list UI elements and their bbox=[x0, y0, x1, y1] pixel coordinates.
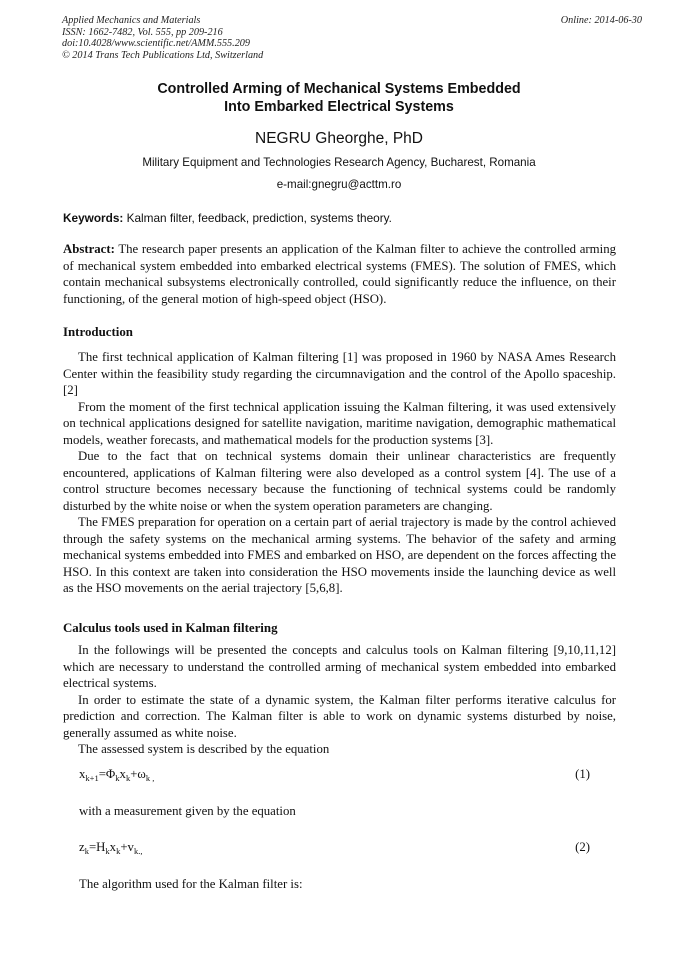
journal-name: Applied Mechanics and Materials bbox=[62, 15, 201, 26]
section-heading-introduction: Introduction bbox=[63, 325, 133, 339]
intro-paragraph: From the moment of the first technical application issuing the Kalman filtering, it was used extensively on technical applications designed for satellite navigation, maritime navigation, demographic mathematical models, weather forecasts, and mathematical models for the production systems [3]. bbox=[63, 399, 616, 447]
abstract-label: Abstract: bbox=[63, 242, 115, 256]
equation-2: $z_k=H_kx_k+v_{k.,}$ bbox=[79, 840, 143, 856]
journal-header bbox=[62, 15, 263, 61]
author: NEGRU Gheorghe, PhD bbox=[255, 130, 423, 147]
paper-title bbox=[0, 80, 678, 116]
affiliation: Military Equipment and Technologies Research Agency, Bucharest, Romania bbox=[142, 156, 536, 169]
section-heading-calculus: Calculus tools used in Kalman filtering bbox=[63, 621, 278, 635]
calculus-paragraph: In the followings will be presented the concepts and calculus tools on Kalman filtering [9,10,11,12] which are necessary to understand the controlled arming of mechanical system embedded into embarked electrical systems. bbox=[63, 643, 616, 690]
keywords-text: Kalman filter, feedback, prediction, systems theory. bbox=[123, 211, 392, 225]
equation-1: $x_{k+1}=\Phi_kx_k+\omega_{k ,}$ bbox=[79, 767, 155, 783]
measurement-text: with a measurement given by the equation bbox=[79, 804, 296, 818]
title-line-2: Into Embarked Electrical Systems bbox=[224, 99, 454, 115]
copyright: © 2014 Trans Tech Publications Ltd, Switzerland bbox=[62, 49, 264, 61]
equation-number-1: (1) bbox=[575, 767, 590, 781]
calculus-body bbox=[63, 642, 616, 758]
doi: doi:10.4028/www.scientific.net/AMM.555.209 bbox=[62, 38, 250, 50]
keywords-label: Keywords: bbox=[63, 211, 124, 225]
intro-paragraph: The first technical application of Kalman filtering [1] was proposed in 1960 by NASA Ames Research Center within the feasibility study regarding the circumnavigation and the control of the Apollo spaceship. [2] bbox=[63, 350, 616, 397]
email: e-mail:gnegru@acttm.ro bbox=[276, 178, 402, 191]
calculus-paragraph: The assessed system is described by the equation bbox=[78, 742, 330, 756]
calculus-paragraph: In order to estimate the state of a dynamic system, the Kalman filter performs iterative calculus for prediction and correction. The Kalman filter is able to work on dynamic systems disturbed by noise, generally assumed as white noise. bbox=[63, 692, 616, 740]
intro-paragraph: The FMES preparation for operation on a certain part of aerial trajectory is made by the control achieved through the safety systems on the mechanical arming systems. The behavior of the safety and arming mechanical systems embedded into FMES and embarked on HSO, are dependent on the forces affecting the HSO. In this context are taken into consideration the HSO movements inside the launching device as well as the HSO movements on the aerial trajectory [5,6,8]. bbox=[63, 515, 616, 595]
introduction-body bbox=[63, 349, 616, 597]
intro-paragraph: Due to the fact that on technical systems domain their unlinear characteristics are frequently encountered, applications of Kalman filtering were also developed as a control system [4]. The use of a control structure becomes necessary because the functioning of technical systems could be randomly disturbed by the white noise or when the system operation parameters are changing. bbox=[63, 449, 616, 513]
abstract bbox=[63, 241, 616, 307]
issn: ISSN: 1662-7482, Vol. 555, pp 209-216 bbox=[62, 26, 223, 38]
title-line-1: Controlled Arming of Mechanical Systems Embedded bbox=[157, 81, 521, 97]
equation-number-2: (2) bbox=[575, 840, 590, 854]
abstract-text: The research paper presents an application of the Kalman filter to achieve the controlled arming of mechanical system embedded into embarked electrical systems (FMES). The solution of FMES, which contain mechanical subsystems electronically controlled, could significantly reduce the influence, on their functioning, of the general motion of high-speed object (HSO). bbox=[63, 242, 616, 306]
algorithm-text: The algorithm used for the Kalman filter is: bbox=[79, 877, 303, 891]
keywords bbox=[63, 211, 392, 225]
online-date: Online: 2014-06-30 bbox=[560, 15, 642, 26]
